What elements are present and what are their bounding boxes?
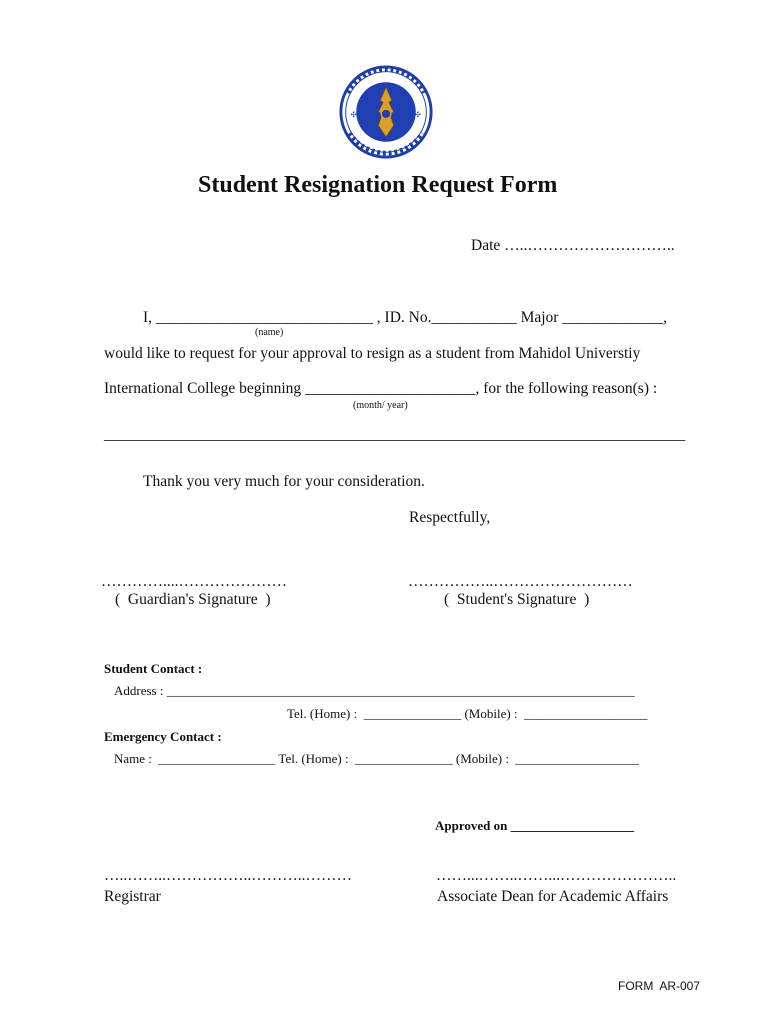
dean-signature-line: ……...……..……...………………….. <box>436 867 677 884</box>
closing-text: Respectfully, <box>409 509 491 526</box>
svg-text:✣: ✣ <box>350 109 357 119</box>
emergency-contact-line: Name : __________________ Tel. (Home) : _______________ (Mobile) : ___________________ <box>114 751 639 766</box>
approved-on-line: Approved on ___________________ <box>435 818 635 833</box>
dean-label: Associate Dean for Academic Affairs <box>437 888 669 905</box>
college-line: International College beginning ______________________, for the following reason(s) : <box>104 380 658 397</box>
student-phone-line: Tel. (Home) : _______________ (Mobile) : ___________________ <box>287 706 648 721</box>
month-year-caption: (month/ year) <box>353 400 408 411</box>
form-title: Student Resignation Request Form <box>198 172 558 198</box>
student-signature-line: ……………..……………………… <box>408 573 633 590</box>
university-seal-logo <box>338 64 434 160</box>
student-signature-label: ( Student's Signature ) <box>444 591 590 608</box>
intro-line: I, ____________________________ , ID. No.___________ Major _____________, <box>143 309 667 326</box>
guardian-signature-label: ( Guardian's Signature ) <box>115 591 271 608</box>
name-caption: (name) <box>255 327 284 338</box>
request-line: would like to request for your approval to resign as a student from Mahidol Universtiy <box>104 345 641 362</box>
guardian-signature-line: …………....………………… <box>101 573 287 590</box>
address-line: Address : ________________________________________________________________________ <box>114 683 635 698</box>
thank-you-text: Thank you very much for your consideration. <box>143 473 425 490</box>
svg-text:✣: ✣ <box>414 109 422 119</box>
date-line: Date …..……………………….. <box>471 237 675 254</box>
form-code: FORM AR-007 <box>618 979 701 993</box>
reason-line: ___________________________________________________________________________ <box>104 426 686 443</box>
emergency-contact-heading: Emergency Contact : <box>104 729 222 744</box>
registrar-label: Registrar <box>104 888 161 905</box>
student-contact-heading: Student Contact : <box>104 661 203 676</box>
registrar-signature-line: …..……..……………..………..……… <box>104 867 352 884</box>
